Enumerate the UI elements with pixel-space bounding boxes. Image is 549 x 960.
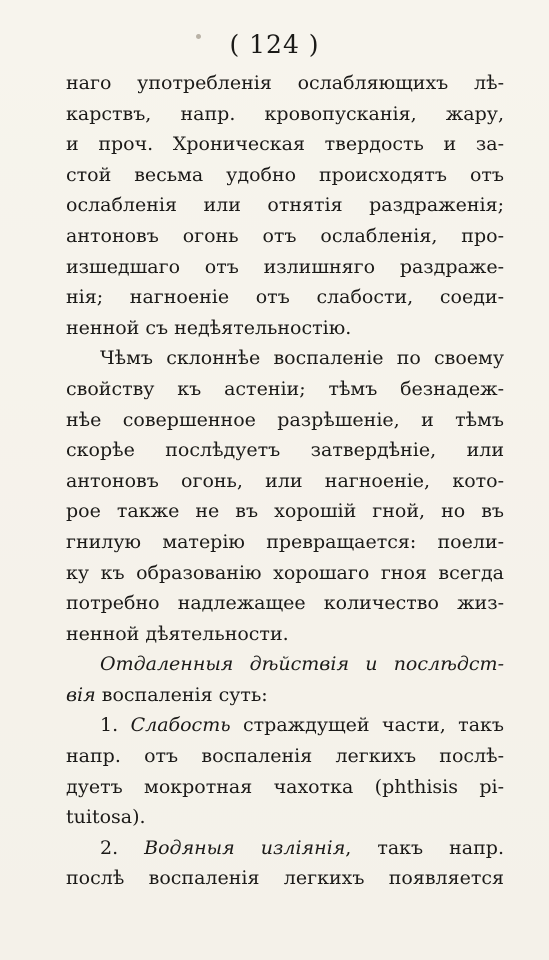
text-line: гнилую матерію превращается: поели-	[66, 530, 504, 553]
text-line	[66, 680, 504, 711]
text-line: Чѣмъ склоннѣе воспаленіе по своему	[100, 347, 504, 370]
italic-phrase: Отдаленныя дѣйствія и послѣдст-	[100, 653, 504, 676]
text-fragment: , такъ напр.	[345, 836, 504, 859]
italic-phrase: Слабость	[130, 714, 231, 737]
text-fragment: страждущей части, такъ	[230, 714, 504, 737]
text-line: напр. отъ воспаленія легкихъ послѣ-	[66, 745, 504, 768]
text-line: потребно надлежащее количество жиз-	[66, 592, 504, 615]
list-number: 1.	[100, 714, 131, 737]
text-line: дуетъ мокротная чахотка (phthisis pi-	[66, 775, 504, 798]
text-line: нія; нагноеніе отъ слабости, соеди-	[66, 286, 504, 309]
body-text	[66, 68, 504, 894]
text-line: антоновъ огонь отъ ослабленія, про-	[66, 224, 504, 247]
text-line: свойству къ астеніи; тѣмъ безнадеж-	[66, 377, 504, 400]
text-line: ослабленія или отнятія раздраженія;	[66, 194, 504, 217]
text-line	[66, 833, 504, 864]
text-line: скорѣе послѣдуетъ затвердѣніе, или	[66, 439, 504, 462]
text-line: tuitosa).	[66, 806, 146, 829]
text-line: наго употребленія ослабляющихъ лѣ-	[66, 72, 504, 94]
text-line: стой весьма удобно происходятъ отъ	[66, 163, 504, 186]
page-number: ( 124 )	[229, 30, 320, 59]
text-line	[66, 649, 504, 680]
list-number: 2.	[100, 836, 145, 859]
text-line	[66, 710, 504, 741]
text-fragment: воспаленія суть:	[95, 683, 268, 706]
text-line: послѣ воспаленія легкихъ появляется	[66, 867, 504, 890]
text-line: изшедшаго отъ излишняго раздраже-	[66, 255, 504, 278]
italic-phrase: вія	[66, 683, 96, 706]
italic-phrase: Водяныя изліянія	[144, 836, 346, 859]
text-line: и проч. Хроническая твердость и за-	[66, 133, 504, 156]
text-line: рое также не въ хорошій гной, но въ	[66, 500, 504, 523]
text-line: ненной дѣятельности.	[66, 622, 289, 645]
text-line: ку къ образованію хорошаго гноя всегда	[66, 561, 504, 584]
text-line: ненной съ недѣятельностію.	[66, 316, 352, 339]
text-line: карствъ, напр. кровопусканія, жару,	[66, 102, 504, 125]
text-line: нѣе совершенное разрѣшеніе, и тѣмъ	[66, 408, 504, 431]
text-line: антоновъ огонь, или нагноеніе, кото-	[66, 469, 504, 492]
